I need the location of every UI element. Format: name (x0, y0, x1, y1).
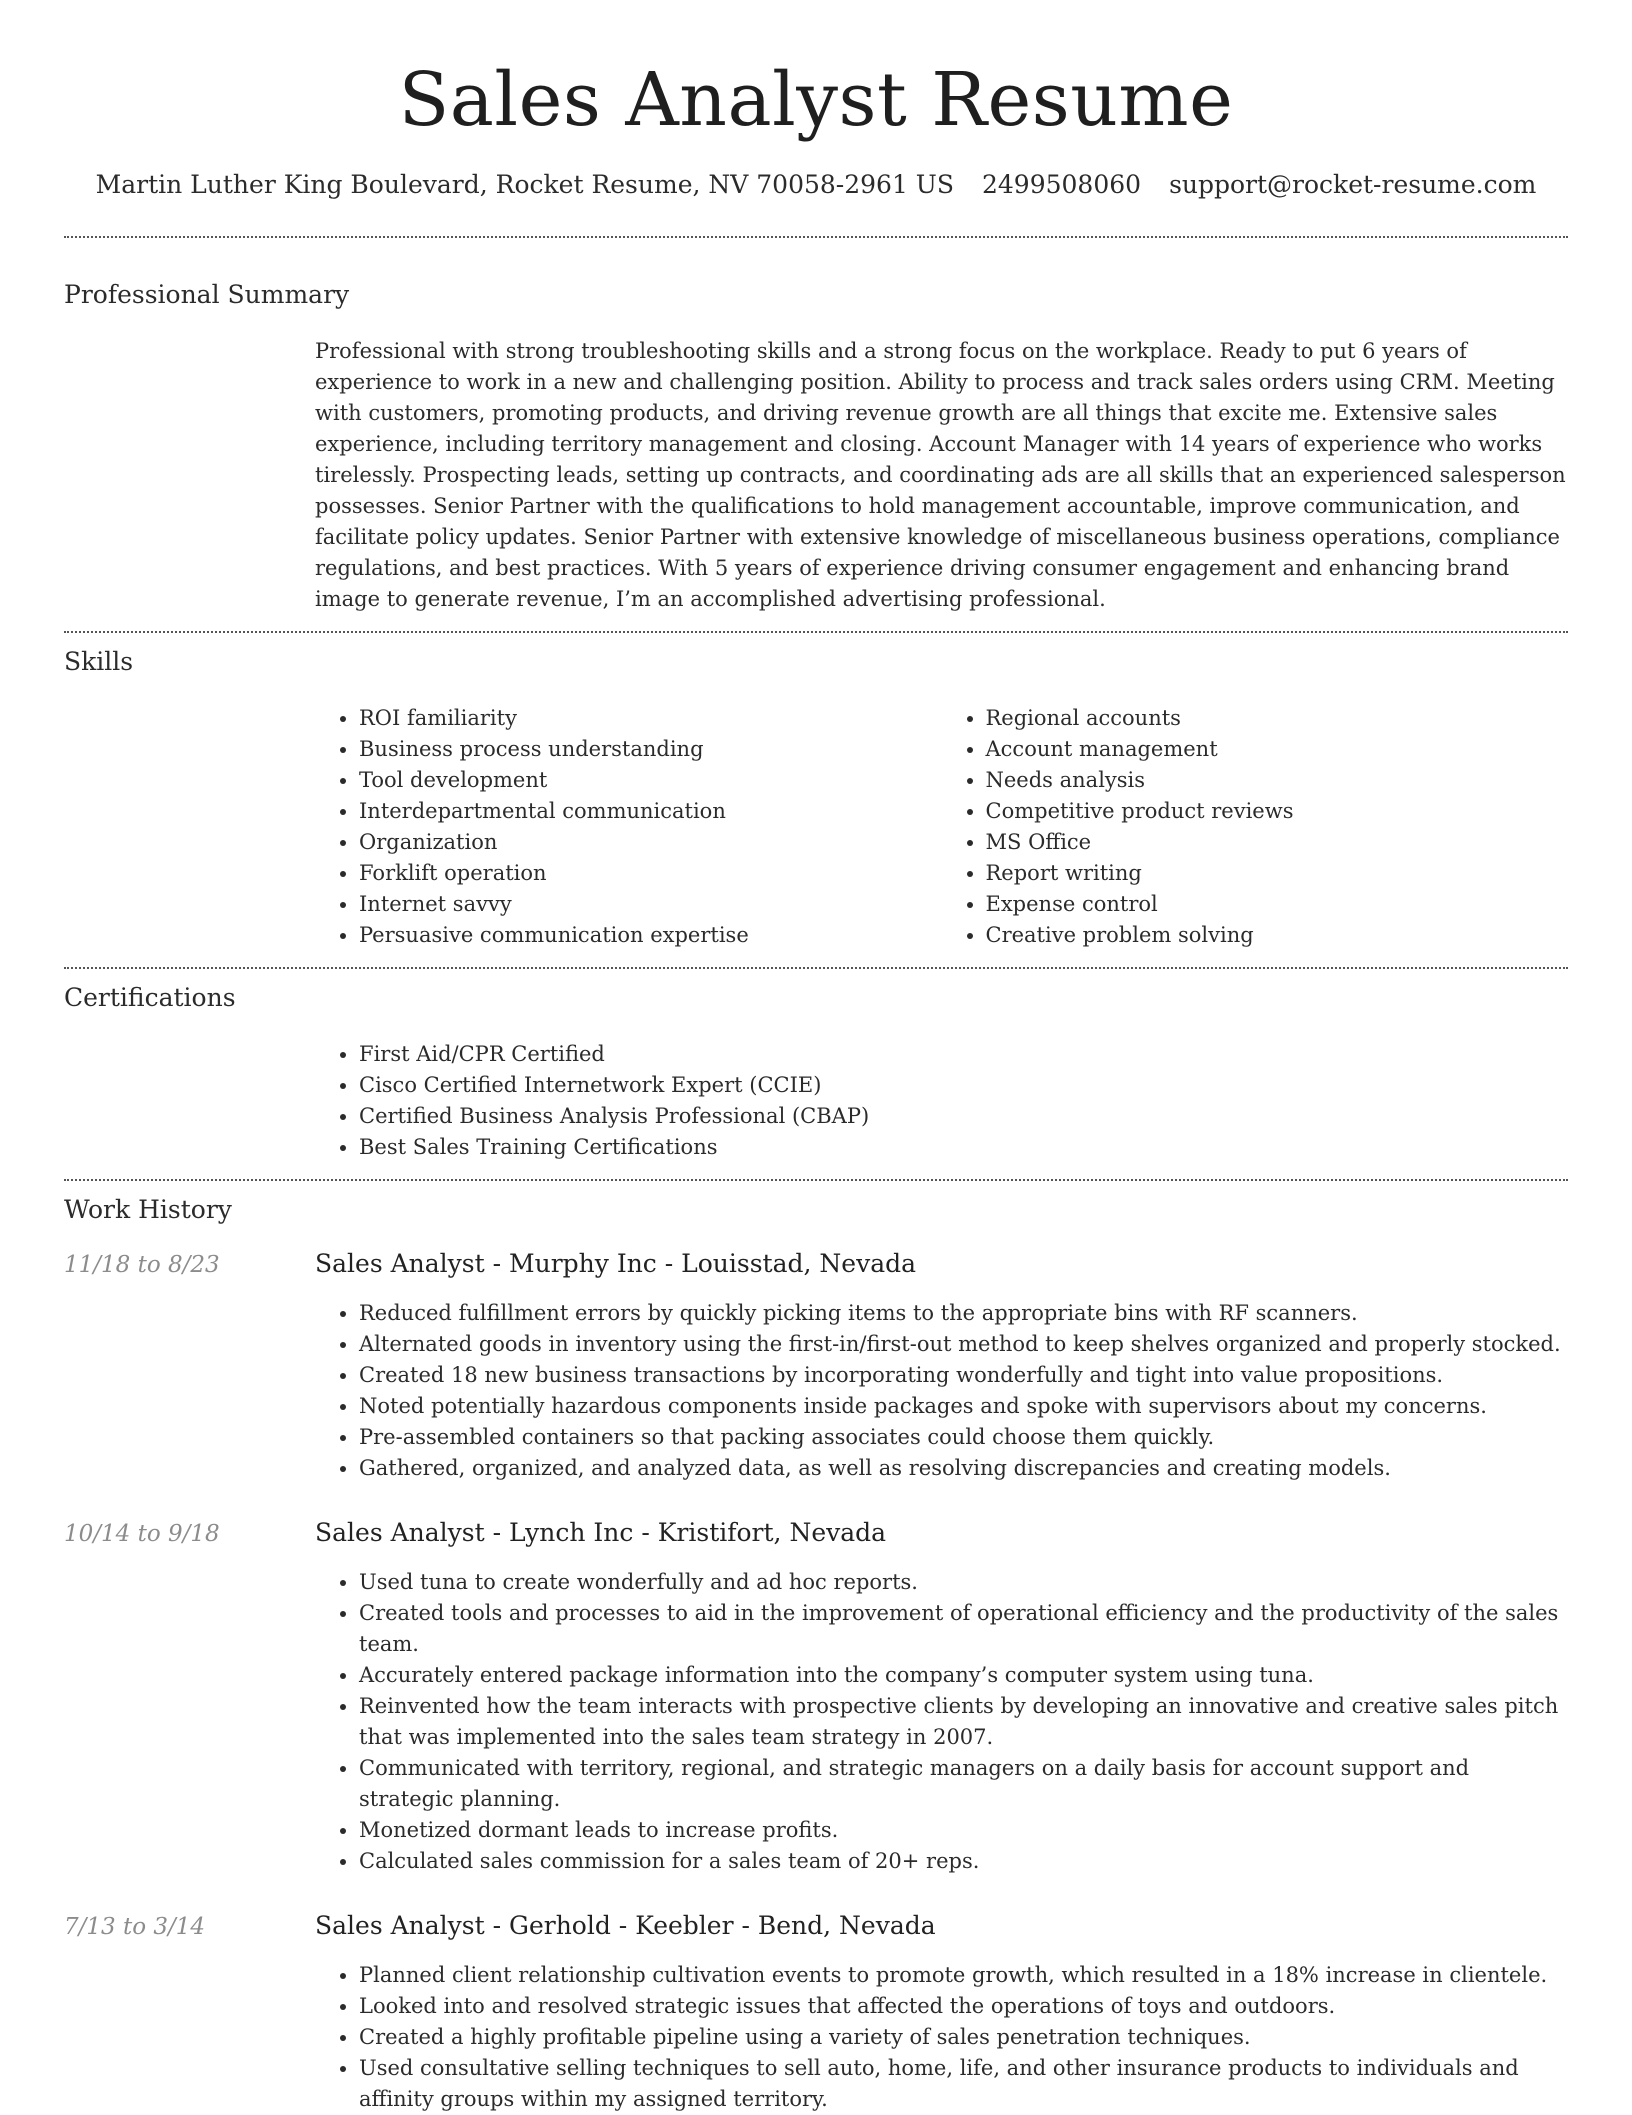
job-bullet: • Calculated sales commission for a sales team of 20+ reps. (359, 1846, 1568, 1877)
skills-heading: Skills (64, 647, 134, 676)
skill-item: • Internet savvy (359, 889, 942, 920)
job-dates: 7/13 to 3/14 (64, 1914, 206, 1940)
skill-item: • Interdepartmental communication (359, 796, 942, 827)
certification-item: • Cisco Certified Internetwork Expert (CCIE) (359, 1070, 1568, 1101)
skills-divider (64, 967, 1568, 969)
job-bullet: • Pre-assembled containers so that packing associates could choose them quickly. (359, 1422, 1568, 1453)
contact-phone: 2499508060 (982, 170, 1142, 199)
summary-divider (64, 631, 1568, 633)
contact-address: Martin Luther King Boulevard, Rocket Resume, NV 70058-2961 US (95, 170, 954, 199)
summary-text: Professional with strong troubleshooting skills and a strong focus on the workplace. Ready to put 6 years of experience to work in a new and challenging position. Ability to process and track sales orders using CRM. Meeting with customers, promoting products, and driving revenue growth are all things that excite me. Extensive sales experience, including territory management and closing. Account Manager with 14 years of experience who works tirelessly. Prospecting leads, setting up contracts, and coordinating ads are all skills that an experienced salesperson possesses. Senior Partner with the qualifications to hold management accountable, improve communication, and facilitate policy updates. Senior Partner with extensive knowledge of miscellaneous business operations, compliance regulations, and best practices. With 5 years of experience driving consumer engagement and enhancing brand image to generate revenue, I’m an accomplished advertising professional. (315, 339, 1566, 611)
job-header (64, 1909, 1568, 1944)
job-bullet: • Noted potentially hazardous components inside packages and spoke with supervisors about my concerns. (359, 1391, 1568, 1422)
skill-item: • Report writing (986, 858, 1569, 889)
skill-item: • Expense control (986, 889, 1569, 920)
job-title: Sales Analyst - Gerhold - Keebler - Bend, Nevada (315, 1911, 936, 1940)
work-history-section (64, 1193, 1568, 2115)
job-bullet: • Gathered, organized, and analyzed data, as well as resolving discrepancies and creating models. (359, 1453, 1568, 1484)
certifications-list (315, 1039, 1568, 1163)
job-bullet: • Alternated goods in inventory using the first-in/first-out method to keep shelves organized and properly stocked. (359, 1329, 1568, 1360)
certifications-heading: Certifications (64, 983, 236, 1012)
summary-heading: Professional Summary (64, 280, 350, 309)
certifications-body (315, 1039, 1568, 1163)
skill-item: • Organization (359, 827, 942, 858)
job-bullet: • Used tuna to create wonderfully and ad hoc reports. (359, 1567, 1568, 1598)
skills-columns (315, 703, 1568, 951)
contact-email: support@rocket-resume.com (1169, 170, 1537, 199)
certification-item: • First Aid/CPR Certified (359, 1039, 1568, 1070)
job-bullet: • Reinvented how the team interacts with prospective clients by developing an innovative and creative sales pitch that was implemented into the sales team strategy in 2007. (359, 1691, 1568, 1753)
skill-item: • MS Office (986, 827, 1569, 858)
certifications-section (64, 981, 1568, 1163)
job-bullet: • Looked into and resolved strategic issues that affected the operations of toys and outdoors. (359, 1991, 1568, 2022)
skill-item: • Forklift operation (359, 858, 942, 889)
work-history-heading: Work History (64, 1195, 232, 1224)
job-bullet: • Created tools and processes to aid in the improvement of operational efficiency and the productivity of the sales team. (359, 1598, 1568, 1660)
skill-item: • Account management (986, 734, 1569, 765)
header-divider (64, 236, 1568, 238)
job-header (64, 1516, 1568, 1551)
skill-item: • Regional accounts (986, 703, 1569, 734)
job-entry (64, 1909, 1568, 2115)
skill-item: • Needs analysis (986, 765, 1569, 796)
contact-line (64, 168, 1568, 202)
job-header (64, 1247, 1568, 1282)
skill-item: • ROI familiarity (359, 703, 942, 734)
job-bullet: • Accurately entered package information into the company’s computer system using tuna. (359, 1660, 1568, 1691)
job-bullet: • Created 18 new business transactions by incorporating wonderfully and tight into value propositions. (359, 1360, 1568, 1391)
job-title: Sales Analyst - Lynch Inc - Kristifort, Nevada (315, 1518, 887, 1547)
resume-title: Sales Analyst Resume (398, 57, 1234, 143)
certification-item: • Certified Business Analysis Professional (CBAP) (359, 1101, 1568, 1132)
skills-section (64, 645, 1568, 951)
skill-item: • Business process understanding (359, 734, 942, 765)
summary-section (64, 278, 1568, 615)
job-dates: 11/18 to 8/23 (64, 1252, 220, 1278)
job-bullet: • Communicated with territory, regional, and strategic managers on a daily basis for account support and strategic planning. (359, 1753, 1568, 1815)
skill-item: • Persuasive communication expertise (359, 920, 942, 951)
job-bullets (315, 1298, 1568, 1484)
job-bullets (315, 1960, 1568, 2115)
skill-item: • Competitive product reviews (986, 796, 1569, 827)
job-bullet: • Planned client relationship cultivation events to promote growth, which resulted in a 18% increase in clientele. (359, 1960, 1568, 1991)
job-title: Sales Analyst - Murphy Inc - Louisstad, Nevada (315, 1249, 917, 1278)
job-bullet: • Created a highly profitable pipeline using a variety of sales penetration techniques. (359, 2022, 1568, 2053)
skills-list-right (942, 703, 1569, 951)
job-entry (64, 1247, 1568, 1484)
skill-item: • Creative problem solving (986, 920, 1569, 951)
certification-item: • Best Sales Training Certifications (359, 1132, 1568, 1163)
job-bullet: • Reduced fulfillment errors by quickly picking items to the appropriate bins with RF scanners. (359, 1298, 1568, 1329)
skills-list-left (315, 703, 942, 951)
job-bullets (315, 1567, 1568, 1877)
job-bullet: • Monetized dormant leads to increase profits. (359, 1815, 1568, 1846)
job-dates: 10/14 to 9/18 (64, 1521, 220, 1547)
job-bullet: • Used consultative selling techniques to sell auto, home, life, and other insurance products to individuals and affinity groups within my assigned territory. (359, 2053, 1568, 2115)
skill-item: • Tool development (359, 765, 942, 796)
job-entry (64, 1516, 1568, 1877)
certifications-divider (64, 1179, 1568, 1181)
